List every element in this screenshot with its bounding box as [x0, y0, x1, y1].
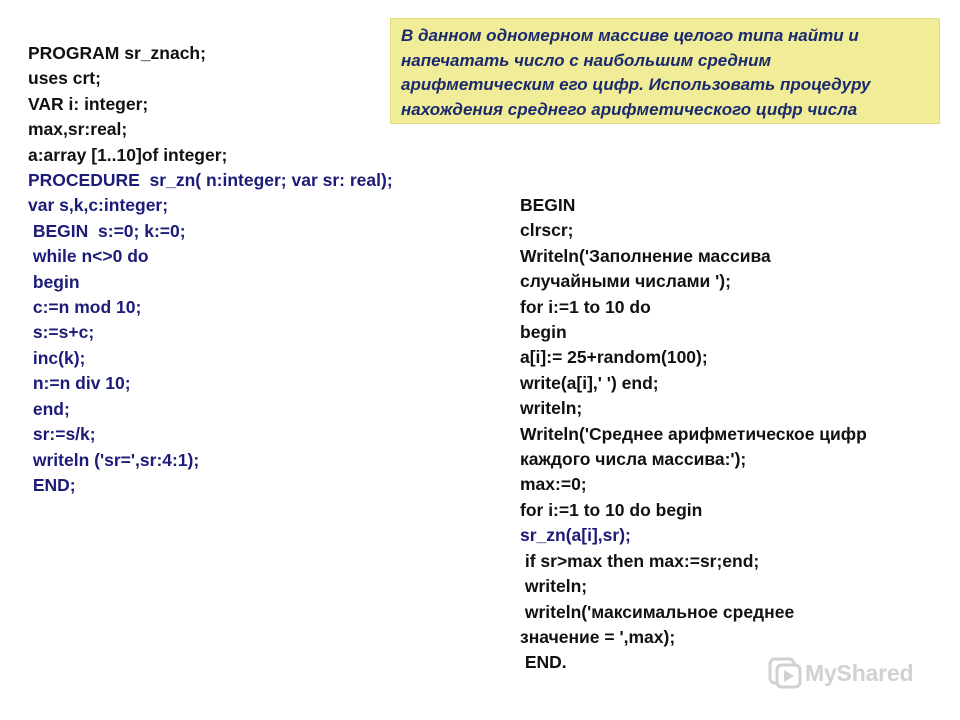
- code-line: c:=n mod 10;: [28, 297, 142, 318]
- code-line: a[i]:= 25+random(100);: [520, 347, 708, 368]
- task-line: арифметическим его цифр. Использовать процедуру: [401, 75, 871, 94]
- task-line: напечатать число с наибольшим средним: [401, 50, 772, 70]
- watermark: [768, 657, 913, 689]
- code-line: END;: [28, 474, 76, 495]
- code-line: END.: [520, 652, 567, 673]
- myshared-logo-icon: [768, 657, 802, 689]
- code-line: if sr>max then max:=sr;end;: [520, 550, 760, 571]
- code-line: for i:=1 to 10 do: [520, 296, 651, 317]
- code-line: n:=n div 10;: [28, 373, 131, 394]
- code-line: writeln;: [520, 576, 588, 597]
- code-line: write(a[i],' ') end;: [520, 372, 659, 393]
- code-line: clrscr;: [520, 220, 574, 241]
- code-line: a:array [1..10]of integer;: [28, 144, 228, 165]
- code-line: begin: [520, 322, 567, 343]
- code-line: end;: [28, 398, 70, 419]
- code-line: var s,k,c:integer;: [28, 195, 169, 216]
- code-line: max:=0;: [520, 474, 587, 495]
- code-line: writeln('максимальное среднее: [520, 601, 795, 622]
- code-line: uses crt;: [28, 68, 101, 89]
- code-line: s:=s+c;: [28, 322, 95, 343]
- code-line: writeln;: [520, 398, 583, 419]
- code-line: for i:=1 to 10 do begin: [520, 499, 703, 520]
- task-line: В данном одномерном массиве целого типа найти и: [401, 26, 859, 45]
- watermark-text: MyShared: [805, 659, 914, 686]
- code-line: writeln ('sr=',sr:4:1);: [28, 449, 200, 470]
- code-line: sr:=s/k;: [28, 424, 96, 445]
- code-line: max,sr:real;: [28, 119, 128, 140]
- code-block-main: [520, 193, 867, 676]
- code-line: while n<>0 do: [28, 246, 149, 267]
- task-line: нахождения среднего арифметического цифр числа: [401, 99, 858, 119]
- code-line: каждого числа массива:');: [520, 449, 747, 470]
- task-statement-box: [390, 18, 940, 124]
- code-line: BEGIN s:=0; k:=0;: [28, 220, 186, 241]
- code-line: Writeln('Заполнение массива: [520, 245, 771, 266]
- code-block-procedure: [28, 41, 393, 498]
- code-line: PROCEDURE sr_zn( n:integer; var sr: real);: [28, 170, 393, 191]
- code-line: VAR i: integer;: [28, 93, 149, 114]
- code-line: inc(k);: [28, 347, 86, 368]
- code-line: sr_zn(a[i],sr);: [520, 525, 631, 546]
- code-line: PROGRAM sr_znach;: [28, 43, 206, 63]
- code-line: BEGIN: [520, 195, 576, 215]
- code-line: Writeln('Среднее арифметическое цифр: [520, 423, 867, 444]
- code-line: случайными числами ');: [520, 271, 731, 292]
- code-line: begin: [28, 271, 80, 292]
- code-line: значение = ',max);: [520, 626, 676, 647]
